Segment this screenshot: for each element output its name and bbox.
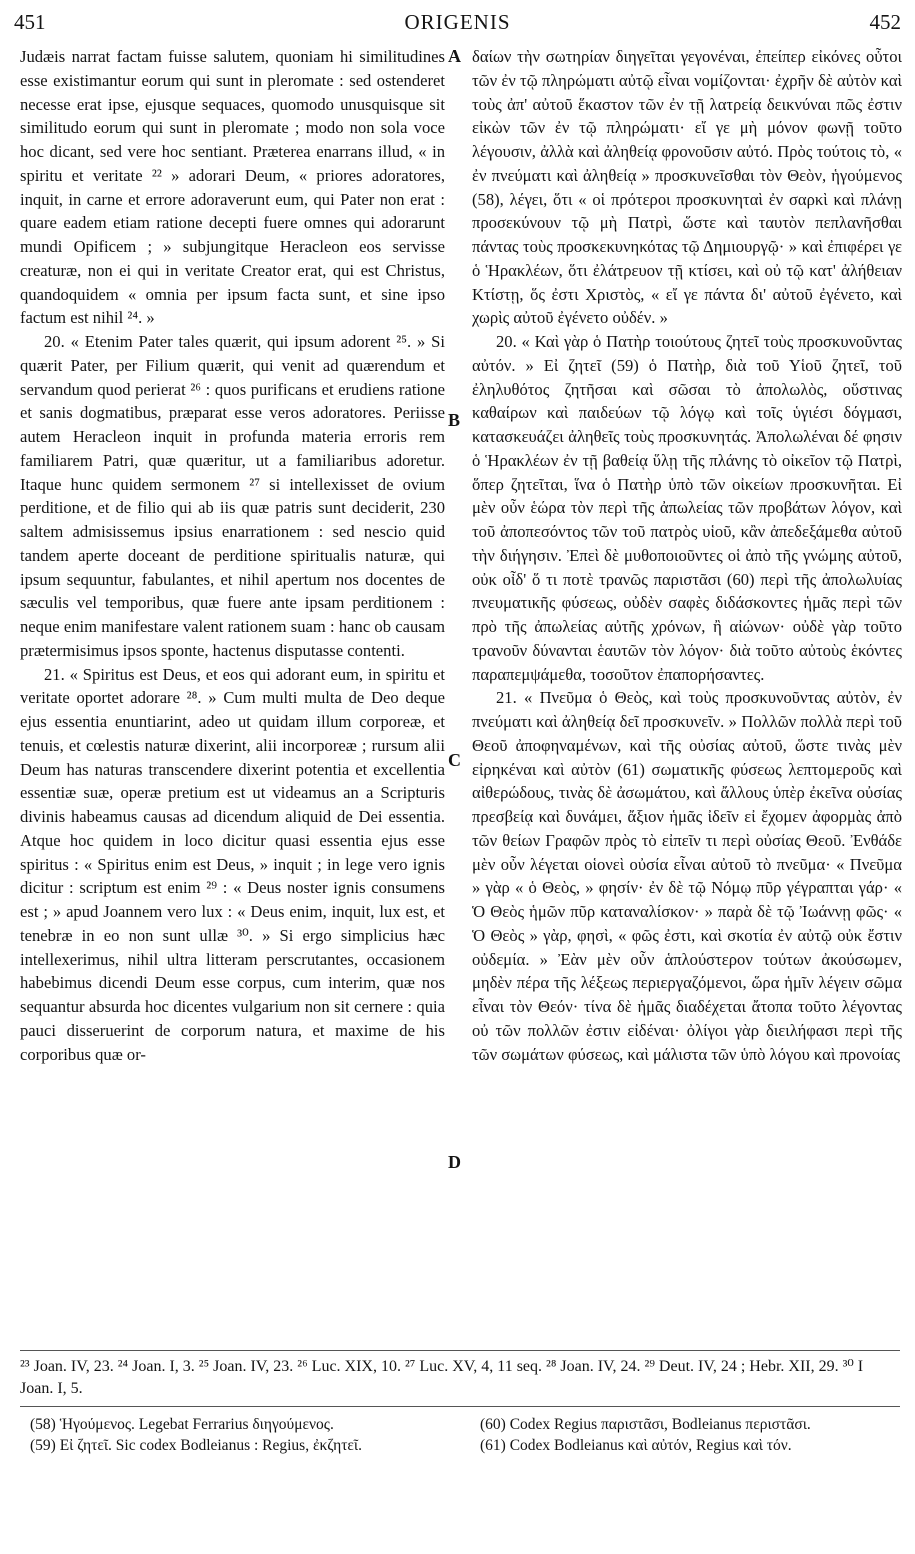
greek-paragraph: δαίων τὴν σωτηρίαν διηγεῖται γεγονέναι, ἐπείπερ εἰκόνες οὗτοι τῶν ἐν τῷ πληρώματι αὐτῷ εἶναι νομίζονται· ἐχρῆν δὲ αὐτὸν καὶ τοὺς ἀπ' αὐτοῦ ἕκαστον τῶν ἐν τῇ λατρείᾳ δεικνύναι πῶς ἐστιν εἰκὼν τῶν ἐν τῷ πληρώματι· εἴ γε μὴ μόνον φωνῇ τοῦτο λέγουσιν, ἀλλὰ καὶ ἀληθείᾳ φρονοῦσιν αὐτό. Πρὸς τούτοις τὸ, « ἐν πνεύματι καὶ ἀληθείᾳ » προσκυνεῖσθαι τὸν Θεὸν, ἡγούμενος (58), λέγει, ὅτι « οἱ πρότεροι προσκυνηταὶ ἐν σαρκὶ καὶ πλάνῃ προσεκύνουν τῷ μὴ Πατρὶ, ὥστε καὶ ταυτὸν πεπλανῆσθαι πάντας τοὺς προσκεκυνηκότας τῷ Δημιουργῷ· » καὶ ἐπιφέρει γε ὁ Ἡρακλέων, ὅτι ἐλάτρευον τῇ κτίσει, καὶ οὐ τῷ κατ' ἀλήθειαν Κτίστῃ, ὅς ἐστι Χριστὸς, « εἴ γε πάντα δι' αὐτοῦ ἐγένετο, καὶ χωρὶς αὐτοῦ ἐγένετο οὐδέν. »	[472, 47, 902, 328]
page-header	[0, 10, 915, 40]
notes-left	[30, 1414, 450, 1456]
note: (60) Codex Regius παριστᾶσι, Bodleianus περιστᾶσι.	[480, 1416, 811, 1433]
greek-column	[472, 45, 902, 1066]
page-number-left: 451	[14, 10, 46, 34]
note: (59) Εἰ ζητεῖ. Sic codex Bodleianus : Regius, ἐκζητεῖ.	[30, 1437, 362, 1454]
margin-marker: C	[448, 750, 461, 770]
note: (58) Ἡγούμενος. Legebat Ferrarius διηγούμενος.	[30, 1416, 334, 1433]
page-number-right: 452	[869, 10, 901, 34]
greek-paragraph: 21. « Πνεῦμα ὁ Θεὸς, καὶ τοὺς προσκυνοῦντας αὐτὸν, ἐν πνεύματι καὶ ἀληθείᾳ δεῖ προσκυνεῖν. » Πολλῶν πολλὰ περὶ τοῦ Θεοῦ ἀποφηναμένων, καὶ τῆς οὐσίας αὐτοῦ, ὥστε τινὰς μὲν εἰρηκέναι καὶ αὐτὸν (61) σωματικῆς φύσεως λεπτομεροῦς καὶ αἰθερώδους, τινὰς δὲ ἀσωμάτου, καὶ ἄλλους ὑπὲρ ἐκεῖνα οὐσίας πρεσβείᾳ καὶ δυνάμει, ἄξιον ἡμᾶς ἰδεῖν εἰ ἔχομεν ἀφορμὰς ἀπὸ τῶν θείων Γραφῶν πρὸς τὸ εἰπεῖν τι περὶ οὐσίας Θεοῦ. Ἐνθάδε μὲν οὖν λέγεται οἱονεὶ οὐσία εἶναι αὐτοῦ τὸ πνεῦμα· « Πνεῦμα » γὰρ « ὁ Θεὸς, » φησίν· ἐν δὲ τῷ Νόμῳ πῦρ γέγραπται γάρ· « Ὁ Θεὸς ἡμῶν πῦρ καταναλίσκον· » παρὰ δὲ τῷ Ἰωάννῃ φῶς· « Ὁ Θεὸς » γὰρ, φησὶ, « φῶς ἐστι, καὶ σκοτία ἐν αὐτῷ οὐκ ἔστιν οὐδεμία. » Ἐὰν μὲν οὖν ἁπλούστερον τούτων ἀκούσωμεν, μηδὲν πέρα τῆς λέξεως περιεργαζόμενοι, ὥρα ἡμῖν λέγειν σῶμα εἶναι τὸν Θεόν· τίνα δὲ ἡμᾶς διαδέχεται ἄτοπα τοῦτο λέγοντας οὐ τῶν πολλῶν ἐστιν εἰδέναι· ὀλίγοι γὰρ διειλήφασι περὶ τῆς τῶν σωμάτων φύσεως, καὶ μάλιστα τῶν ὑπὸ λόγου καὶ προνοίας	[472, 688, 902, 1064]
margin-marker: D	[448, 1152, 461, 1172]
notes-rule	[20, 1406, 900, 1407]
latin-paragraph: 21. « Spiritus est Deus, et eos qui adorant eum, in spiritu et veritate oportet adorare ²⁸. » Cum multi multa de Deo deque ejus essentia enuntiarint, adeo ut quidam illum corporeæ, et tenuis, et cœlestis naturæ dixerint, alii incorporeæ ; rursum alii Deum has naturas transcendere dixerint potentia et excellentia essentiæ suæ, operæ pretium est ut videamus an a Scripturis divinis habeamus causas ad dicendum aliquid de Dei essentia. Atque hoc quidem in loco dicitur quasi essentia ejus esse spiritus : « Spiritus enim est Deus, » inquit ; in lege vero ignis dicitur : scriptum est enim ²⁹ : « Deus noster ignis consumens est ; » apud Joannem vero lux : « Deus enim, inquit, lux est, et tenebræ in eo non sunt ullæ ³⁰. » Si ergo simplicius hæc intellexerimus, nihil ultra litteram perscrutantes, occasionem habebimus dicendi Deum esse corpus, cum interim, quæ nos sequantur absurda hoc dicentes vulgarium non sit cernere : quia pauci disseruerint de corporum natura, et maxime de his corporibus quæ or-	[20, 664, 445, 1064]
margin-marker: B	[448, 410, 461, 430]
latin-paragraph: Judæis narrat factam fuisse salutem, quoniam hi similitudines esse existimantur eorum qui sunt in pleromate : sed ostenderet necesse erat ipse, ejusque sequaces, quomodo unusquisque sit similitudo eorum qui sunt in pleromate ; modo non sola voce hoc dicant, sed vere hoc sentiant. Præterea enarrans illud, « in spiritu et veritate ²² » adorari Deum, « priores adoratores, inquit, in carne et errore adoraverunt eum, qui Pater non erat : quare eadem etiam ratione decepti fuere omnes qui adorarunt mundi Opificem ; » subjungitque Heracleon eos servisse creaturæ, non ei qui in veritate Creator erat, qui est Christus, quandoquidem « omnia per ipsum facta sunt, et sine ipso factum est nihil ²⁴. »	[20, 47, 445, 328]
running-title: ORIGENIS	[404, 10, 511, 34]
greek-paragraph: 20. « Καὶ γὰρ ὁ Πατὴρ τοιούτους ζητεῖ τοὺς προσκυνοῦντας αὐτόν. » Εἰ ζητεῖ (59) ὁ Πατὴρ, διὰ τοῦ Υἱοῦ ζητεῖ, τοῦ ἐληλυθότος ζητῆσαι καὶ σῶσαι τὸ ἀπολωλὸς, οὕστινας καθαίρων καὶ παιδεύων τῷ λόγῳ καὶ τοῖς ὑγιέσι δόγμασι, κατασκευάζει ἀληθεῖς τοὺς προσκυνητάς. Ἀπολωλέναι δέ φησιν ὁ Ἡρακλέων ἐν τῇ βαθείᾳ ὕλῃ τῆς πλάνης τὸ οἰκεῖον τῷ Πατρὶ, ὅπερ ζητεῖται, ἵνα ὁ Πατὴρ ὑπὸ τῶν οἰκείων προσκυνῆται. Εἰ μὲν οὖν ἑώρα τὸν περὶ τῆς ἀπωλείας τῶν προβάτων λόγον, καὶ τοῦ ἀποπεσόντος τῶν τοῦ πατρὸς υἱοῦ, κἂν ἀπεδεξάμεθα αὐτοῦ τὴν διήγησιν. Ἐπεὶ δὲ μυθοποιοῦντες οἱ ἀπὸ τῆς γνώμης αὐτοῦ, οὐκ οἶδ' ὅ τι ποτὲ τρανῶς παριστᾶσι (60) περὶ τῆς ἀπολωλυίας πνευματικῆς φύσεως, οὐδὲν σαφὲς διδάσκοντες ἡμᾶς περὶ τῶν πρὸ τῆς ἀπωλείας αὐτῆς χρόνων, ἢ αἰώνων· οὐδὲ γὰρ τοῦτο τρανοῦν δύνανται ἑαυτῶν τὸν λόγον· διὰ τοῦτο αὐτοὺς ἑκόντες παραπεμψάμεθα, τοσοῦτον ἐπαπορήσαντες.	[472, 332, 902, 684]
scripture-references: ²³ Joan. IV, 23. ²⁴ Joan. I, 3. ²⁵ Joan. IV, 23. ²⁶ Luc. XIX, 10. ²⁷ Luc. XV, 4, 11 seq. ²⁸ Joan. IV, 24. ²⁹ Deut. IV, 24 ; Hebr. XII, 29. ³⁰ I Joan. I, 5.	[20, 1358, 864, 1397]
notes-right	[480, 1414, 900, 1456]
footnote-rule	[20, 1350, 900, 1351]
margin-marker: A	[448, 46, 461, 66]
note: (61) Codex Bodleianus καὶ αὐτόν, Regius καὶ τόν.	[480, 1437, 792, 1454]
latin-column	[20, 45, 445, 1066]
latin-paragraph: 20. « Etenim Pater tales quærit, qui ipsum adorent ²⁵. » Si quærit Pater, per Filium quærit, qui venit ad quærendum et servandum quod perierat ²⁶ : quos purificans et erudiens ratione et sanis dogmatibus, præparat esse veros adoratores. Periisse autem Heracleon inquit in profunda materia erroris rem familiarem Patri, quæ quæritur, ut a familiaribus adoretur. Itaque hunc quidem sermonem ²⁷ si intellexisset de ovium perditione, et de filio qui ab iis quæ patris sunt deciderit, 230 saltem admisissemus ipsius enarrationem : sed nescio quid tandem aperte doceant de perditione spiritualis naturæ, qui ipsum sequuntur, fabulantes, et nihil apertum nos docentes de sæculis vel temporibus, quæ fuere ante ipsam perditionem : neque enim manifestare valent rationem suam : hanc ob causam prætermisimus ipsos sponte, hactenus disputasse contenti.	[20, 332, 445, 660]
